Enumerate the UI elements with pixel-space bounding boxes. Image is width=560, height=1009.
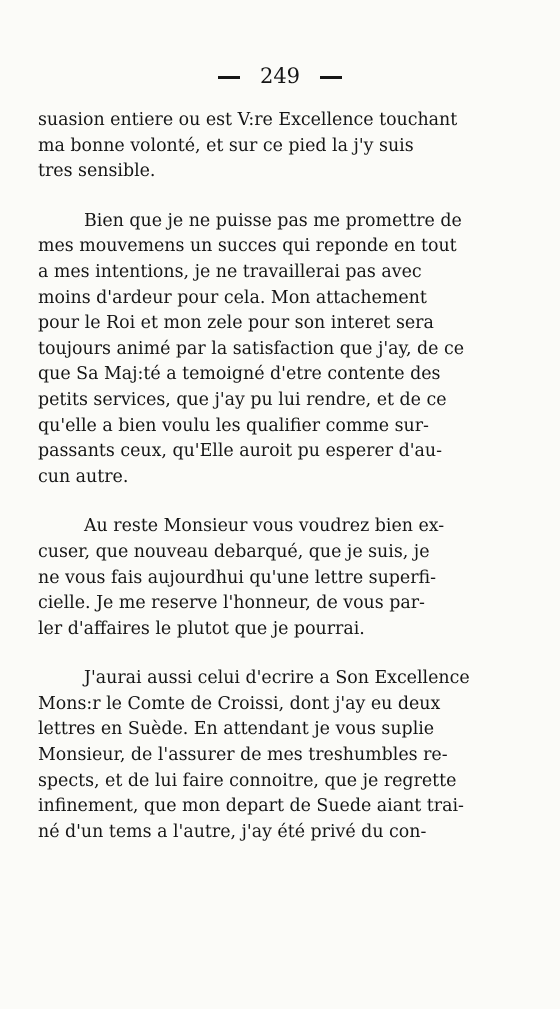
page-body [38,108,475,845]
page-header [0,64,560,88]
header-dash-left [218,76,240,79]
page-number: 249 [259,64,301,88]
paragraph: J'aurai aussi celui d'ecrire a Son Excellence Mons:r le Comte de Croissi, dont j'ay eu deux lettres en Suède. En attendant je vous suplie Monsieur, de l'assurer de mes treshumbles re- spects, et de lui faire connoitre, que je regrette infinement, que mon depart de Suede aiant trai- né d'un tems a l'autre, j'ay été privé du con- [38,668,470,842]
paragraph: Au reste Monsieur vous voudrez bien ex- cuser, que nouveau debarqué, que je suis, je ne vous fais aujourdhui qu'une lettre superfi- cielle. Je me reserve l'honneur, de vous par- ler d'affaires le plutot que je pourrai. [38,516,445,639]
header-dash-right [320,76,342,79]
paragraph-continuation: suasion entiere ou est V:re Excellence touchant ma bonne volonté, et sur ce pied la j'y suis tres sensible. [38,110,458,182]
paragraph: Bien que je ne puisse pas me promettre de mes mouvemens un succes qui reponde en tout a mes intentions, je ne travaillerai pas avec moins d'ardeur pour cela. Mon attachement pour le Roi et mon zele pour son interet sera toujours animé par la satisfaction que j'ay, de ce que Sa Maj:té a temoigné d'etre contente des petits services, que j'ay pu lui rendre, et de ce qu'elle a bien voulu les qualifier comme sur- passants ceux, qu'Elle auroit pu esperer d'au- cun autre. [38,210,465,487]
